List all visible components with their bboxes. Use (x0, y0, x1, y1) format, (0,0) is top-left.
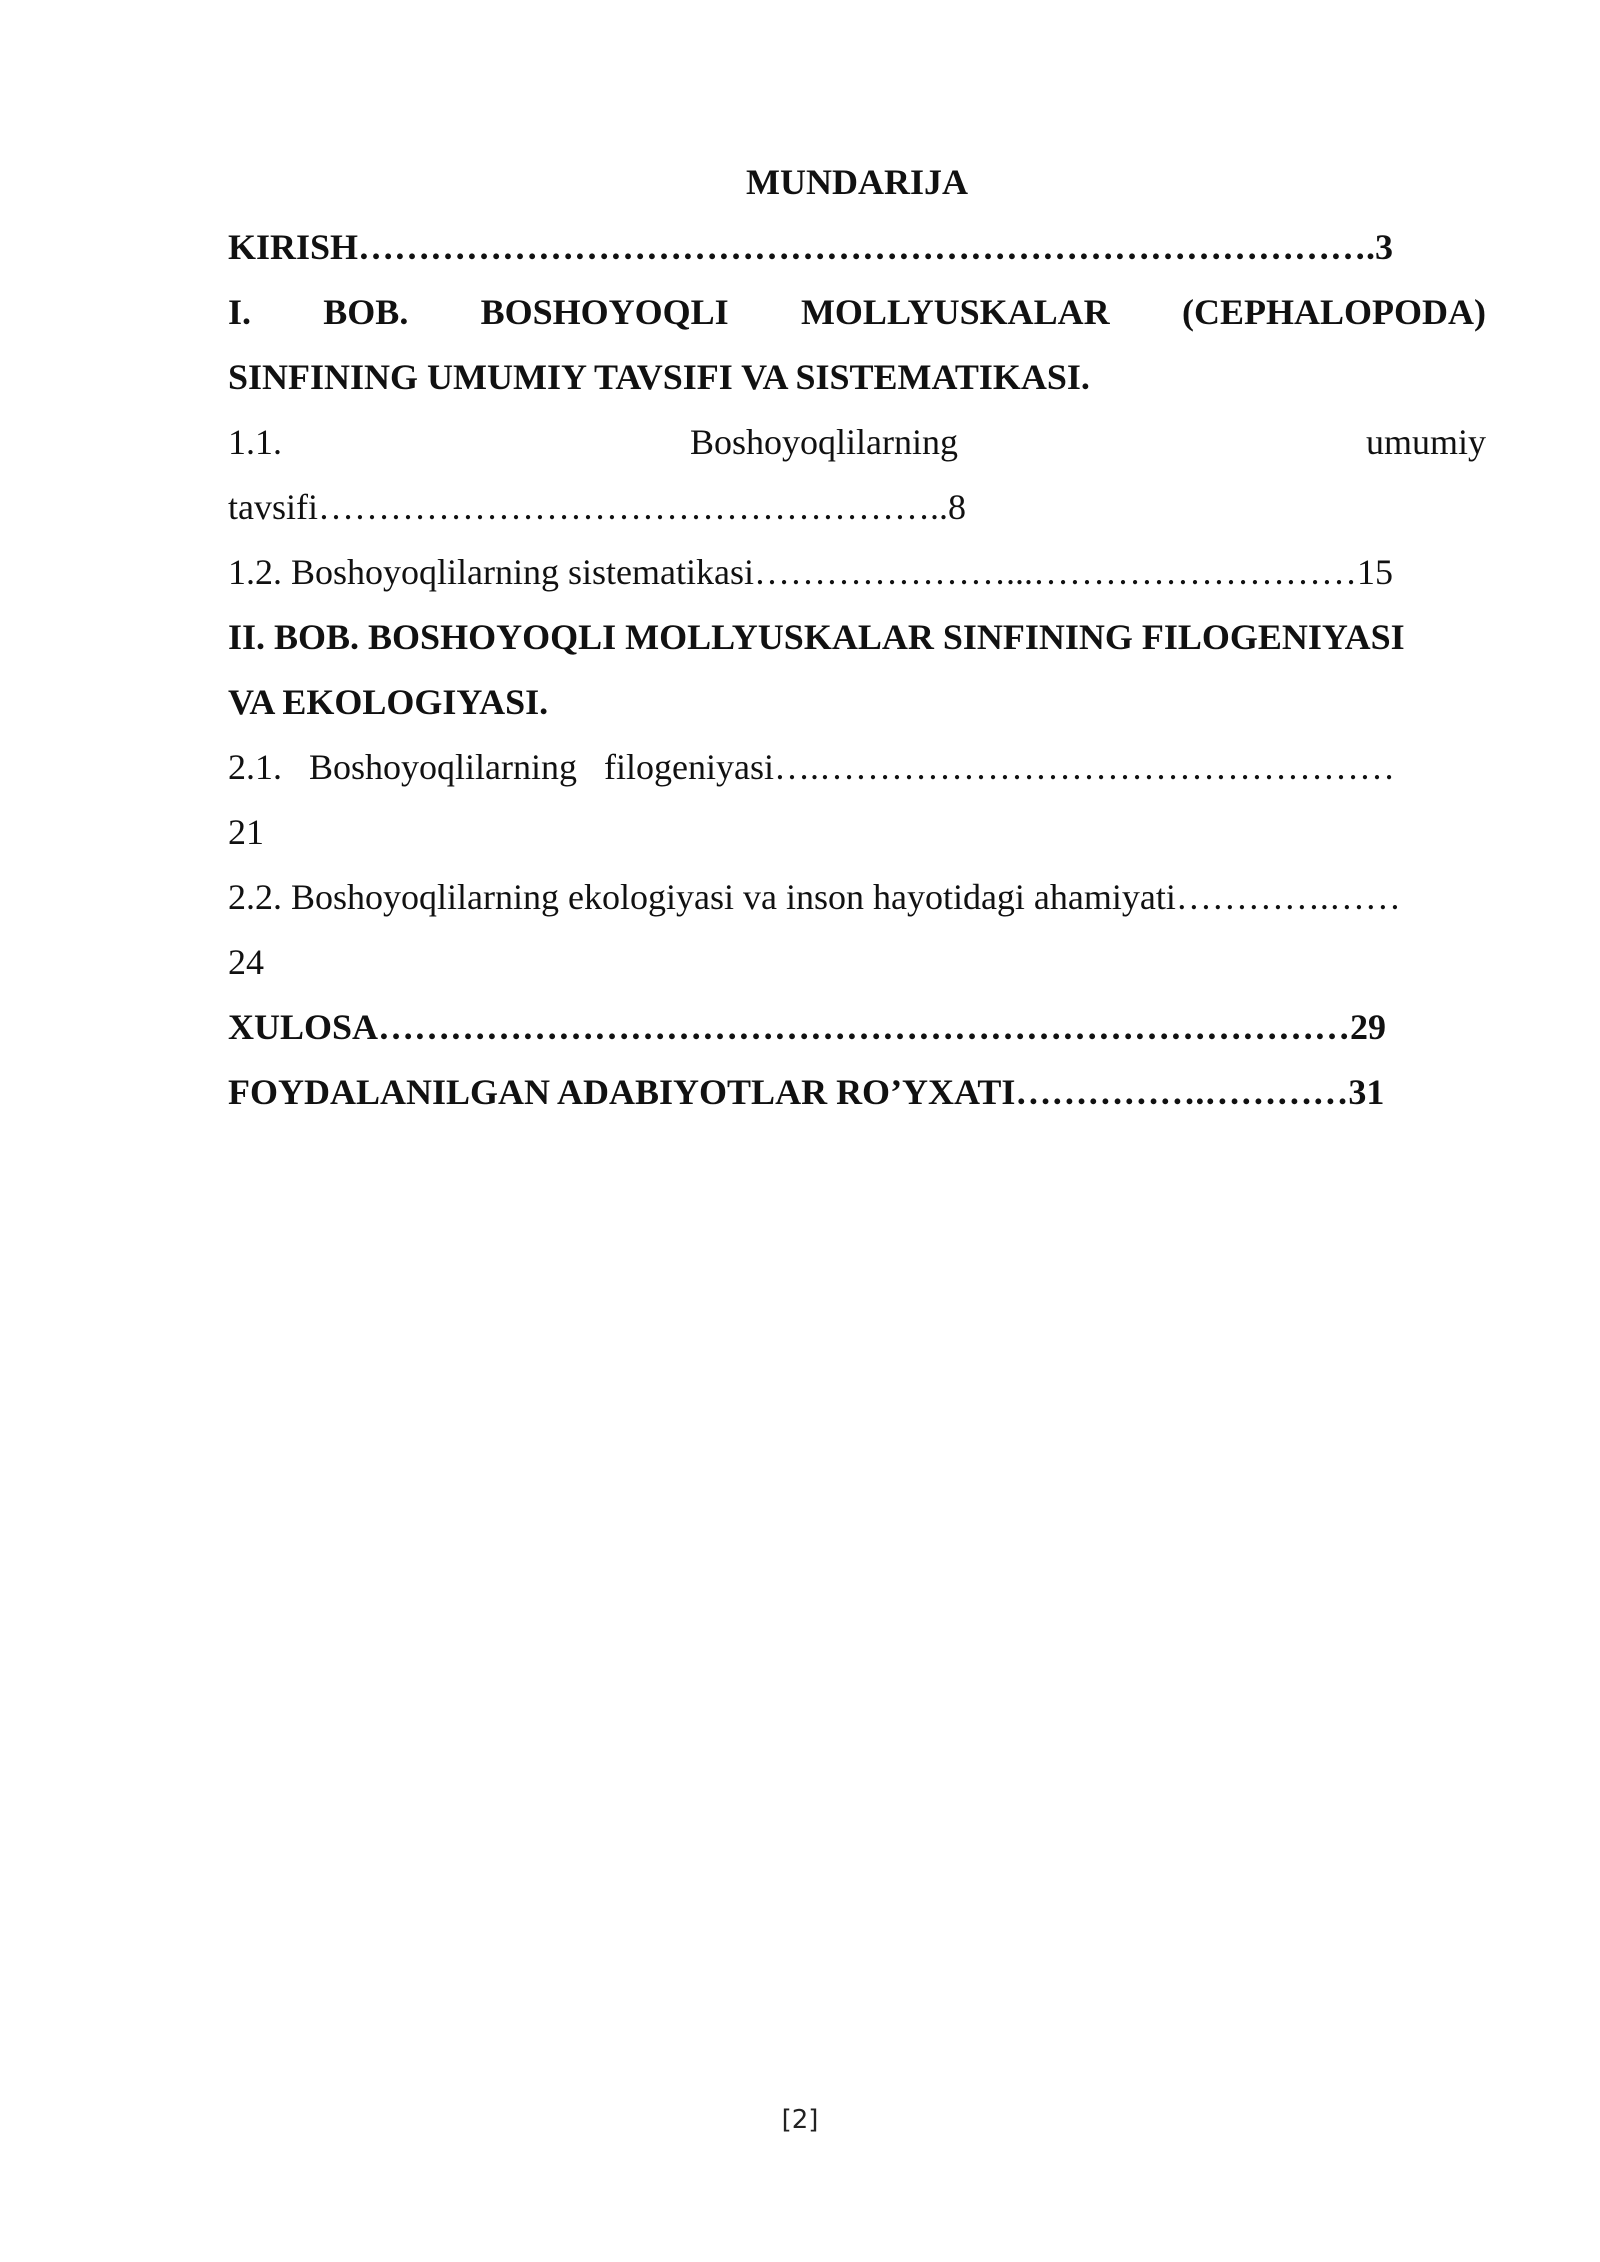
toc-word: BOSHOYOQLI (480, 292, 729, 332)
toc-word: BOB. (323, 292, 409, 332)
toc-word: MOLLYUSKALAR (800, 292, 1110, 332)
toc-word: umumiy (1365, 422, 1486, 462)
toc-entry-chapter-2-line-1: II. BOB. BOSHOYOQLI MOLLYUSKALAR SINFINING FILOGENIYASI (228, 617, 1405, 657)
toc-entry-kirish: KIRISH………………………………………………………………………….3 (228, 227, 1394, 267)
toc-entry-section-2-1-line-2: 21 (228, 812, 264, 852)
toc-entry-section-1-1-line-1 (228, 410, 1486, 475)
toc-word: Boshoyoqlilarning (689, 422, 958, 462)
toc-entry-section-2-1-line-1: 2.1. Boshoyoqlilarning filogeniyasi….………………………………………… (228, 747, 1395, 787)
toc-title: MUNDARIJA (746, 162, 968, 202)
table-of-contents (228, 150, 1486, 1125)
toc-word: 1.1. (228, 422, 282, 462)
toc-entry-adabiyotlar: FOYDALANILGAN ADABIYOTLAR RO’YXATI…………….…………31 (228, 1072, 1385, 1112)
toc-entry-chapter-1-line-1 (228, 280, 1486, 345)
toc-word: (CEPHALOPODA) (1181, 292, 1486, 332)
toc-word: I. (228, 292, 252, 332)
toc-entry-section-1-1-line-2: tavsifi……………………………………………..8 (228, 487, 966, 527)
toc-entry-chapter-2-line-2: VA EKOLOGIYASI. (228, 682, 549, 722)
page-number: [2] (781, 2105, 819, 2135)
toc-entry-xulosa: XULOSA………………………………………………………………………29 (228, 1007, 1387, 1047)
toc-entry-section-2-2-line-1: 2.2. Boshoyoqlilarning ekologiyasi va inson hayotidagi ahamiyati………….…… (228, 877, 1401, 917)
toc-entry-section-1-2: 1.2. Boshoyoqlilarning sistematikasi…………………...………………………15 (228, 552, 1393, 592)
toc-entry-section-2-2-line-2: 24 (228, 942, 264, 982)
toc-entry-chapter-1-line-2: SINFINING UMUMIY TAVSIFI VA SISTEMATIKASI. (228, 357, 1090, 397)
